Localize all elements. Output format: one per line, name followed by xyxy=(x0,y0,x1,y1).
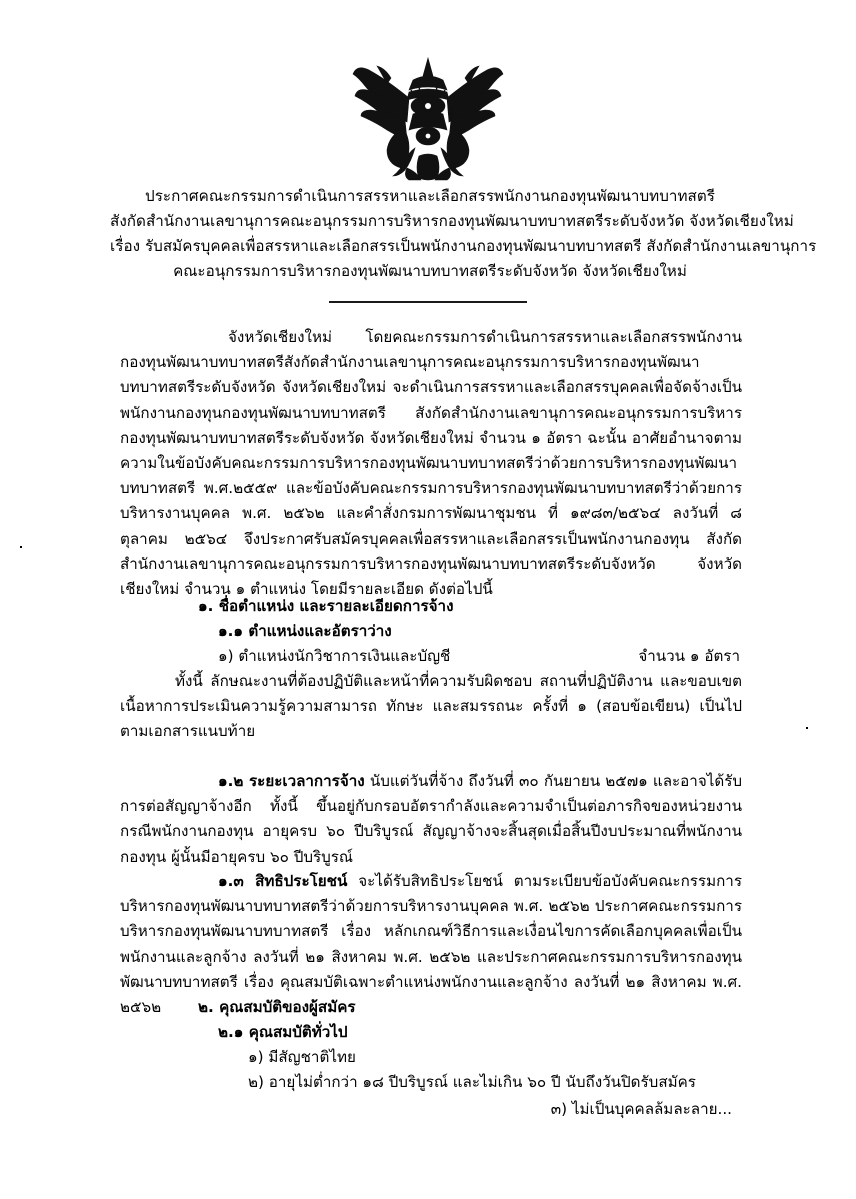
spacer xyxy=(347,872,358,890)
header-line-2: สังกัดสำนักงานเลขานุการคณะอนุกรรมการบริหารกองทุนพัฒนาบทบาทสตรีระดับจังหวัด จังหวัดเชียงใหม่ xyxy=(110,212,794,230)
section-1-heading xyxy=(120,594,454,619)
document-header xyxy=(110,184,817,284)
section-1-heading-text: ๑. ชื่อตำแหน่ง และรายละเอียดการจ้าง xyxy=(198,597,454,615)
section-1-3-text: จะได้รับสิทธิประโยชน์ ตามระเบียบข้อบังคับคณะกรรมการบริหารกองทุนพัฒนาบทบาทสตรีว่าด้วยการบริหารงานบุคคล พ.ศ. ๒๕๖๒ ประกาศคณะกรรมการบริหารกองทุนพัฒนาบทบาทสตรี เรื่อง หลักเกณฑ์วิธีการและเงื่อนไขการคัดเลือกบุคคลเพื่อเป็นพนักงานและลูกจ้าง ลงวันที่ ๒๑ สิงหาคม พ.ศ. ๒๕๖๒ และประกาศคณะกรรมการบริหารกองทุนพัฒนาบทบาทสตรี เรื่อง คุณสมบัติเฉพาะตำแหน่งพนักงานและลูกจ้าง ลงวันที่ ๒๑ สิงหาคม พ.ศ. ๒๕๖๒ xyxy=(120,872,742,1017)
position-count: จำนวน ๑ อัตรา xyxy=(638,647,740,665)
section-1-1-heading-text: ๑.๑ ตำแหน่งและอัตราว่าง xyxy=(218,622,392,640)
section-2-1-heading-text: ๒.๑ คุณสมบัติทั่วไป xyxy=(218,1023,348,1041)
scan-artifact-dot-left xyxy=(20,546,22,548)
intro-paragraph-text: จังหวัดเชียงใหม่ โดยคณะกรรมการดำเนินการสรรหาและเลือกสรรพนักงานกองทุนพัฒนาบทบาทสตรีสังกัดสำนักงานเลขานุการคณะอนุกรรมการบริหารกองทุนพัฒนาบทบาทสตรีระดับจังหวัด จังหวัดเชียงใหม่ จะดำเนินการสรรหาและเลือกสรรบุคคลเพื่อจัดจ้างเป็นพนักงานกองทุนกองทุนพัฒนาบทบาทสตรี สังกัดสำนักงานเลขานุการคณะอนุกรรมการบริหารกองทุนพัฒนาบทบาทสตรีระดับจังหวัด จังหวัดเชียงใหม่ จำนวน ๑ อัตรา ฉะนั้น อาศัยอำนาจตามความในข้อบังคับคณะกรรมการบริหารกองทุนพัฒนาบทบาทสตรีว่าด้วยการบริหารกองทุนพัฒนาบทบาทสตรี พ.ศ.๒๕๕๙ และข้อบังคับคณะกรรมการบริหารกองทุนพัฒนาบทบาทสตรีว่าด้วยการบริหารงานบุคคล พ.ศ. ๒๕๖๒ และคำสั่งกรมการพัฒนาชุมชน ที่ ๑๙๘๓/๒๕๖๔ ลงวันที่ ๘ ตุลาคม ๒๕๖๔ จึงประกาศรับสมัครบุคคลเพื่อสรรหาและเลือกสรรเป็นพนักงานกองทุน สังกัดสำนักงานเลขานุการคณะอนุกรรมการบริหารกองทุนพัฒนาบทบาทสตรีระดับจังหวัด จังหวัดเชียงใหม่ จำนวน ๑ ตำแหน่ง โดยมีรายละเอียด ดังต่อไปนี้ xyxy=(120,328,742,599)
section-1-1-note-text: ทั้งนี้ ลักษณะงานที่ต้องปฏิบัติและหน้าที่ความรับผิดชอบ สถานที่ปฏิบัติงาน และขอบเขตเนื้อหาการประเมินความรู้ความสามารถ ทักษะ และสมรรถนะ ครั้งที่ ๑ (สอบข้อเขียน) เป็นไปตามเอกสารแนบท้าย xyxy=(120,672,742,741)
section-1-1-note xyxy=(120,669,742,745)
qualification-item-3-text: ๓) ไม่เป็นบุคคลล้มละลาย... xyxy=(550,1100,732,1118)
section-1-2-text: นับแต่วันที่จ้าง ถึงวันที่ ๓๐ กันยายน ๒๕๗๑ และอาจได้รับการต่อสัญญาจ้างอีก ทั้งนี้ ขึ้นอยู่กับกรอบอัตรากำลังและความจำเป็นต่อภารกิจของหน่วยงาน กรณีพนักงานกองทุน อายุครบ ๖๐ ปีบริบูรณ์ สัญญาจ้างจะสิ้นสุดเมื่อสิ้นปีงบประมาณที่พนักงานกองทุน ผู้นั้นมีอายุครบ ๖๐ ปีบริบูรณ์ xyxy=(120,772,743,866)
qualification-item-1 xyxy=(120,1045,356,1070)
qualification-item-2 xyxy=(120,1070,696,1095)
section-1-3-heading-text: ๑.๓ สิทธิประโยชน์ xyxy=(218,872,348,890)
header-line-3: เรื่อง รับสมัครบุคคลเพื่อสรรหาและเลือกสรรเป็นพนักงานกองทุนพัฒนาบทบาทสตรี สังกัดสำนักงานเลขานุการ xyxy=(110,237,817,255)
section-2-heading-text: ๒. คุณสมบัติของผู้สมัคร xyxy=(198,998,356,1016)
qualification-item-1-text: ๑) มีสัญชาติไทย xyxy=(248,1048,356,1066)
section-2-heading xyxy=(120,995,356,1020)
position-label: ๑) ตำแหน่งนักวิชาการเงินและบัญชี xyxy=(218,647,451,665)
intro-paragraph xyxy=(120,325,742,602)
section-1-2 xyxy=(120,769,742,870)
header-line-1: ประกาศคณะกรรมการดำเนินการสรรหาและเลือกสรรพนักงานกองทุนพัฒนาบทบาทสตรี xyxy=(145,187,715,205)
qualification-item-2-text: ๒) อายุไม่ต่ำกว่า ๑๘ ปีบริบูรณ์ และไม่เกิน ๖๐ ปี นับถึงวันปิดรับสมัคร xyxy=(248,1073,696,1091)
scan-artifact-dot-right xyxy=(806,727,808,729)
header-divider-container xyxy=(0,298,856,303)
garuda-emblem xyxy=(343,52,513,184)
header-line-4: คณะอนุกรรมการบริหารกองทุนพัฒนาบทบาทสตรีระดับจังหวัด จังหวัดเชียงใหม่ xyxy=(173,262,687,280)
position-row xyxy=(120,644,742,669)
section-1-2-heading-text: ๑.๒ ระยะเวลาการจ้าง xyxy=(218,772,365,790)
section-1-1-heading xyxy=(120,619,392,644)
header-divider xyxy=(329,301,527,303)
qualification-item-3 xyxy=(120,1097,742,1122)
section-2-1-heading xyxy=(120,1020,348,1045)
garuda-emblem-container xyxy=(0,52,856,184)
